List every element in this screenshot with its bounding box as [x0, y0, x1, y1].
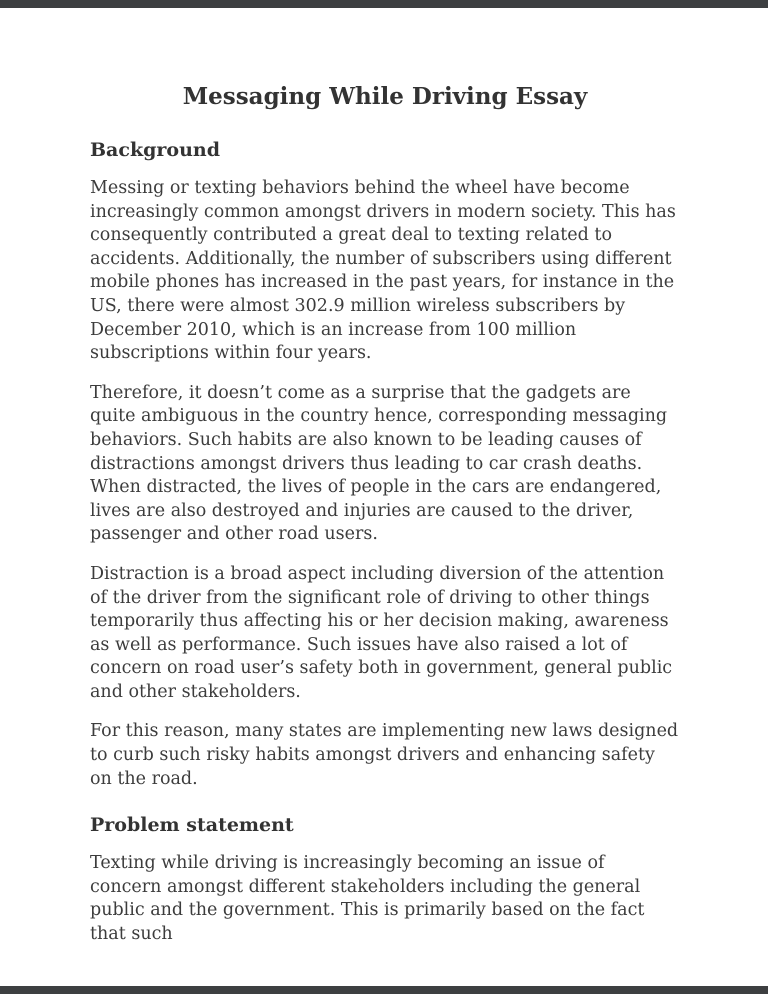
top-border-bar — [0, 0, 768, 8]
background-paragraph-4: For this reason, many states are implementing new laws designed to curb such risky habits amongst drivers and enhancing safety on the road. — [90, 721, 679, 789]
document-content — [0, 8, 768, 986]
bottom-border-bar — [0, 986, 768, 994]
document-title: Messaging While Driving Essay — [182, 83, 588, 110]
problem-statement-paragraph-1: Texting while driving is increasingly becoming an issue of concern amongst different stakeholders including the general public and the government. This is primarily based on the fact that such — [90, 853, 645, 945]
background-paragraph-3: Distraction is a broad aspect including diversion of the attention of the driver from the significant role of driving to other things temporarily thus affecting his or her decision making, awareness as well as performance. Such issues have also raised a lot of concern on road user’s safety both in government, general public and other stakeholders. — [90, 563, 673, 702]
background-paragraph-1: Messing or texting behaviors behind the wheel have become increasingly common amongst drivers in modern society. This has consequently contributed a great deal to texting related to accidents. Additionally, the number of subscribers using different mobile phones has increased in the past years, for instance in the US, there were almost 302.9 million wireless subscribers by December 2010, which is an increase from 100 million subscriptions within four years. — [90, 178, 676, 364]
section-heading-background: Background — [90, 139, 220, 161]
section-heading-problem-statement: Problem statement — [90, 814, 294, 837]
background-paragraph-2: Therefore, it doesn’t come as a surprise that the gadgets are quite ambiguous in the country hence, corresponding messaging behaviors. Such habits are also known to be leading causes of distractions amongst drivers thus leading to car crash deaths. When distracted, the lives of people in the cars are endangered, lives are also destroyed and injuries are caused to the driver, passenger and other road users. — [90, 382, 668, 545]
